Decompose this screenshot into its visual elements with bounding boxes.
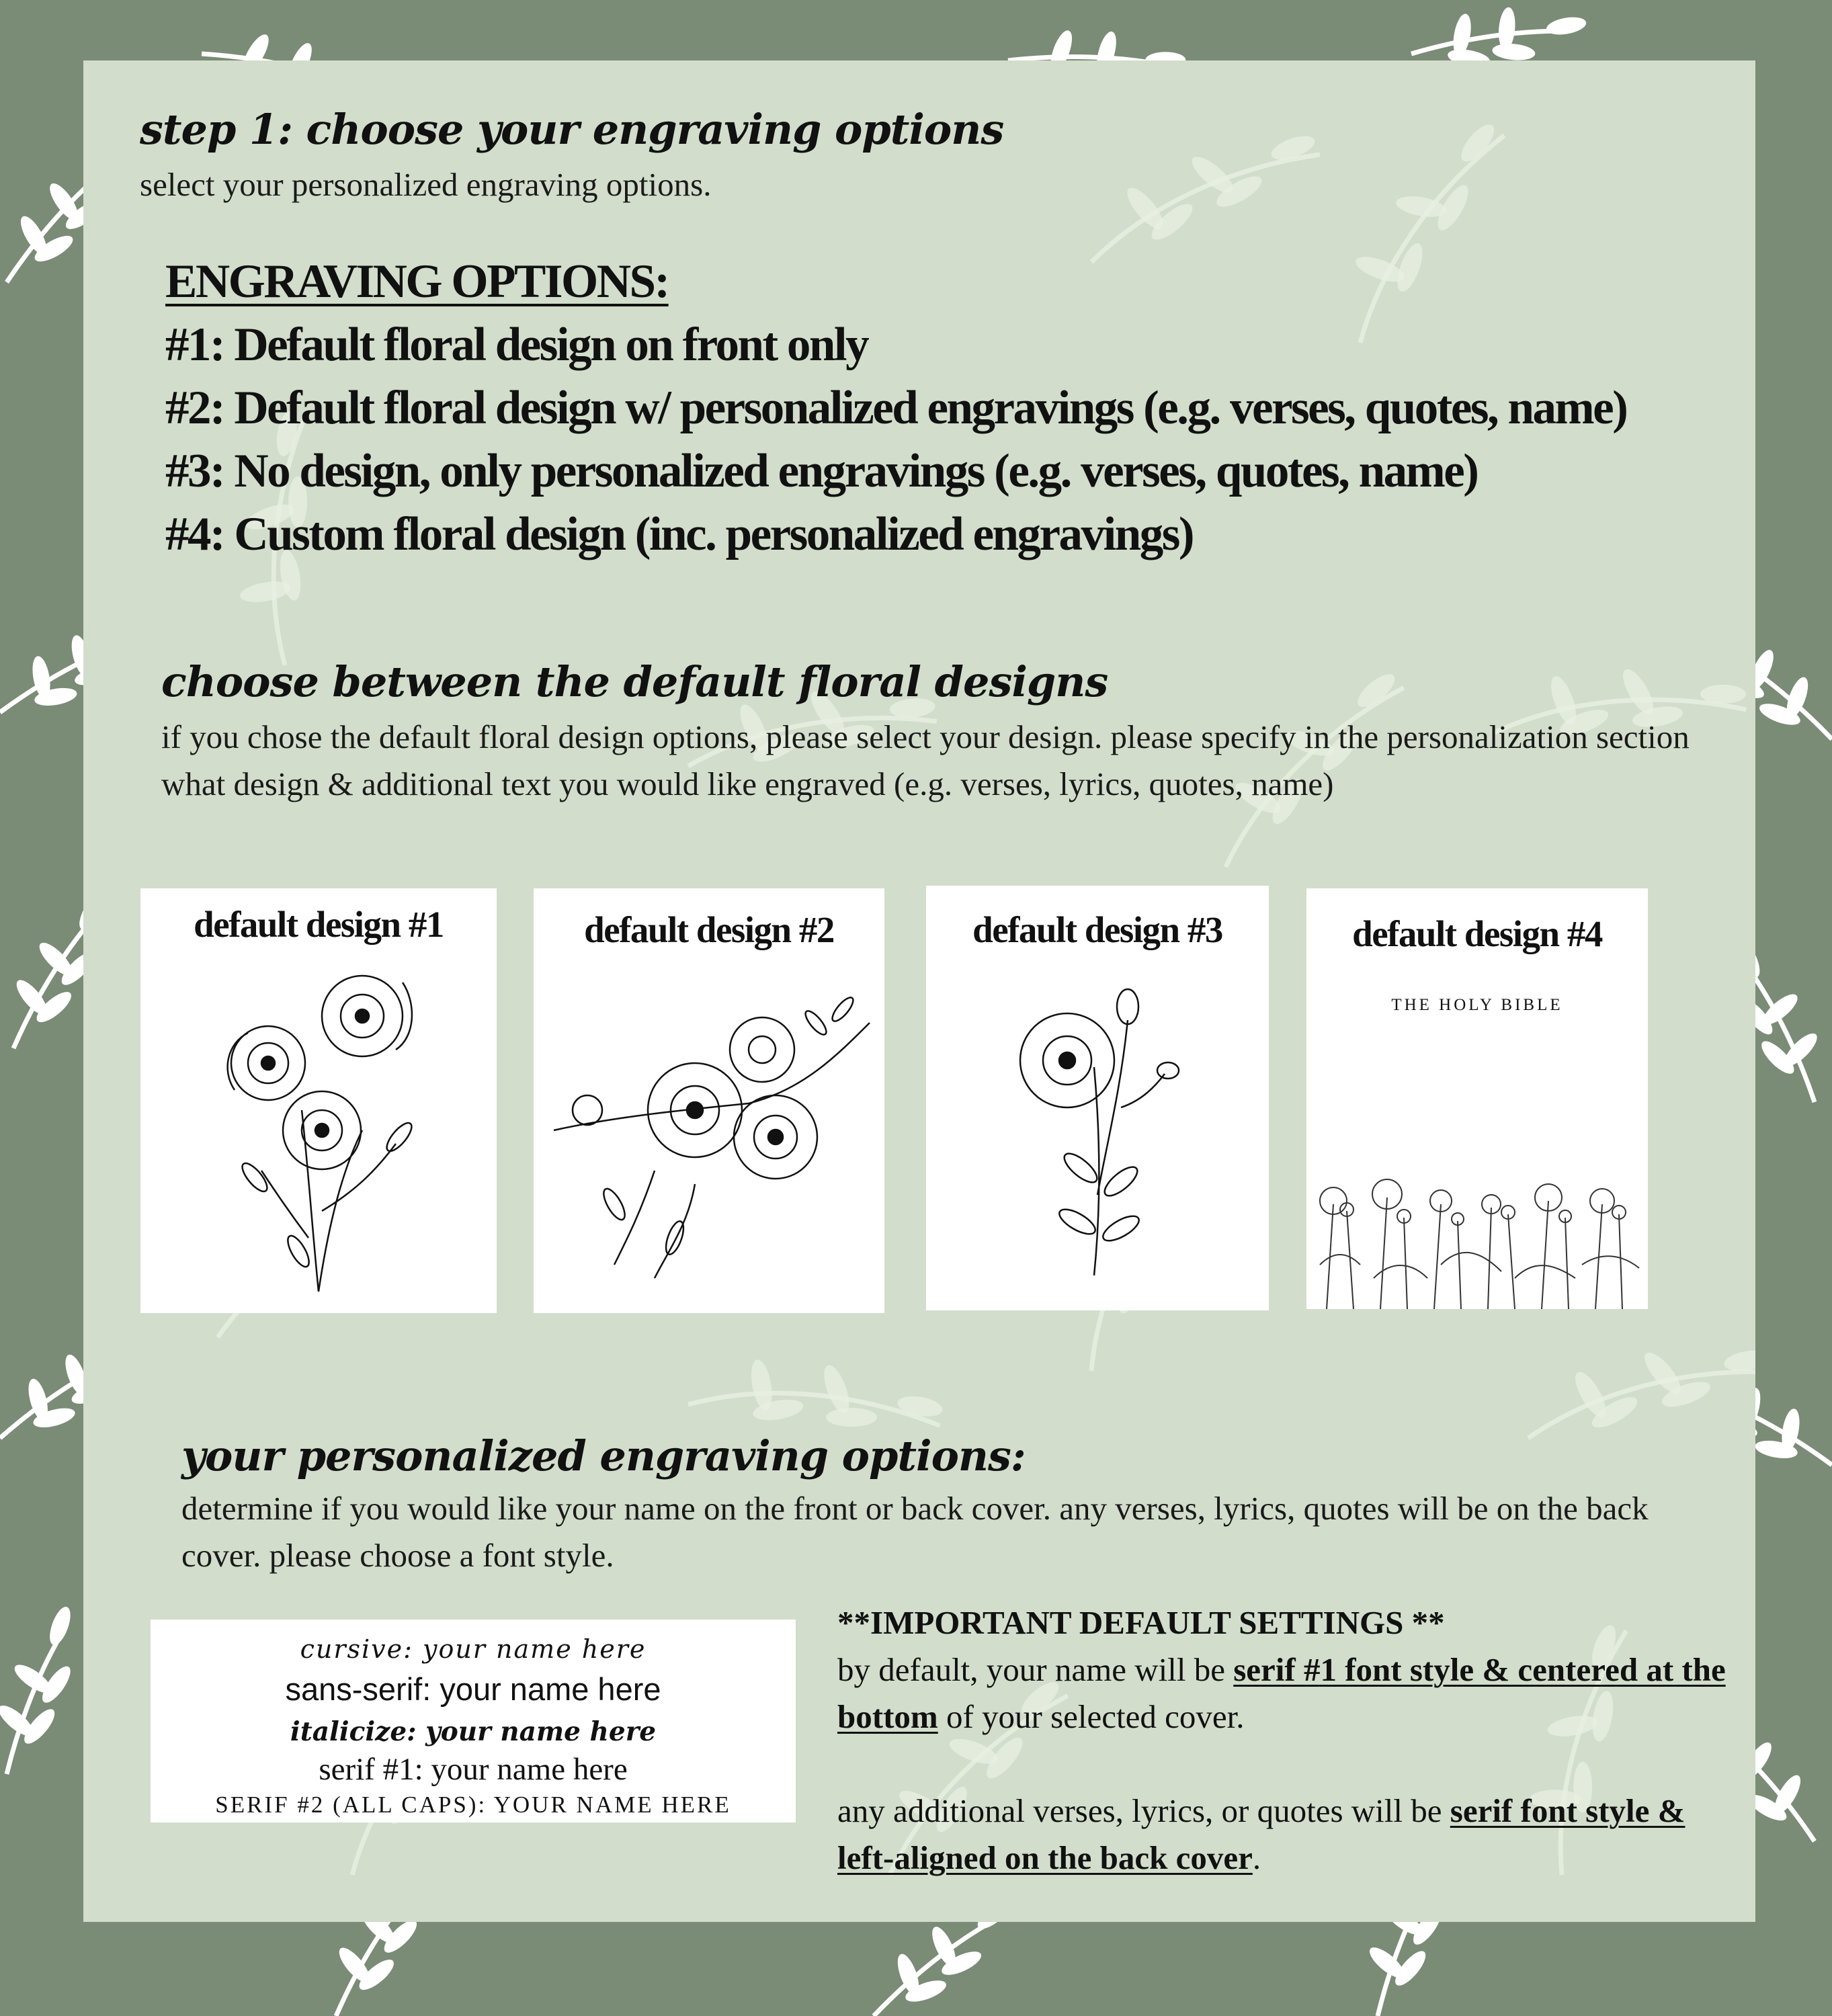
floral-illustration-1	[140, 888, 497, 1313]
bible-cover-text: THE HOLY BIBLE	[1391, 996, 1563, 1014]
font-sample-serif-2-caps[interactable]: SERIF #2 (ALL CAPS): YOUR NAME HERE	[215, 1792, 731, 1818]
important-emphasis-1: serif #1 font style & centered at the bottom	[837, 1651, 1726, 1735]
step1-subheading: select your personalized engraving options.	[140, 166, 712, 203]
important-title: **IMPORTANT DEFAULT SETTINGS **	[837, 1604, 1445, 1641]
personalized-heading: your personalized engraving options:	[181, 1431, 1026, 1480]
design-card-title: default design #4	[1352, 913, 1602, 954]
important-paragraph-2: any additional verses, lyrics, or quotes will be serif font style & left-aligned on the back cover.	[837, 1792, 1685, 1876]
important-emphasis-2: serif font style & left-aligned on the back cover	[837, 1792, 1685, 1876]
design-card-title: default design #2	[584, 909, 834, 950]
engraving-option-2: #2: Default floral design w/ personalized engravings (e.g. verses, quotes, name)	[165, 382, 1627, 434]
font-sample-cursive[interactable]: cursive: your name here	[300, 1634, 647, 1664]
default-designs-description: if you chose the default floral design options, please select your design. please specify in the personalization section what design & additional text you would like engraved (e.g. verses, lyrics, quotes, name)	[161, 718, 1690, 802]
personalized-description: determine if you would like your name on the front or back cover. any verses, lyrics, quotes will be on the back cover. please choose a font style.	[181, 1490, 1649, 1574]
font-sample-sans-serif[interactable]: sans-serif: your name here	[285, 1671, 661, 1707]
wildflower-illustration	[1306, 888, 1648, 1309]
design-card-title: default design #1	[194, 904, 444, 945]
font-sample-serif-1[interactable]: serif #1: your name here	[319, 1752, 628, 1787]
step1-heading: step 1: choose your engraving options	[140, 105, 1004, 154]
important-default-settings	[837, 1599, 1731, 1882]
floral-illustration-3	[926, 886, 1269, 1310]
design-card-1[interactable]	[140, 888, 497, 1313]
design-card-3[interactable]	[926, 886, 1269, 1310]
important-paragraph-1: by default, your name will be serif #1 font style & centered at the bottom of your selected cover.	[837, 1651, 1726, 1735]
floral-illustration-2	[534, 888, 884, 1313]
design-card-4[interactable]	[1306, 888, 1648, 1309]
engraving-option-3: #3: No design, only personalized engravings (e.g. verses, quotes, name)	[165, 445, 1478, 497]
font-style-samples	[151, 1620, 796, 1822]
design-card-2[interactable]	[534, 888, 884, 1313]
default-designs-heading: choose between the default floral designs	[161, 657, 1108, 706]
font-sample-italicize[interactable]: italicize: your name here	[290, 1716, 657, 1747]
design-card-title: default design #3	[972, 909, 1222, 950]
engraving-option-1: #1: Default floral design on front only	[165, 319, 868, 371]
engraving-options-list	[165, 250, 1711, 566]
engraving-option-4: #4: Custom floral design (inc. personalized engravings)	[165, 508, 1193, 560]
content	[83, 60, 1755, 1922]
content-panel	[83, 60, 1755, 1922]
engraving-options-title: ENGRAVING OPTIONS:	[165, 255, 669, 308]
